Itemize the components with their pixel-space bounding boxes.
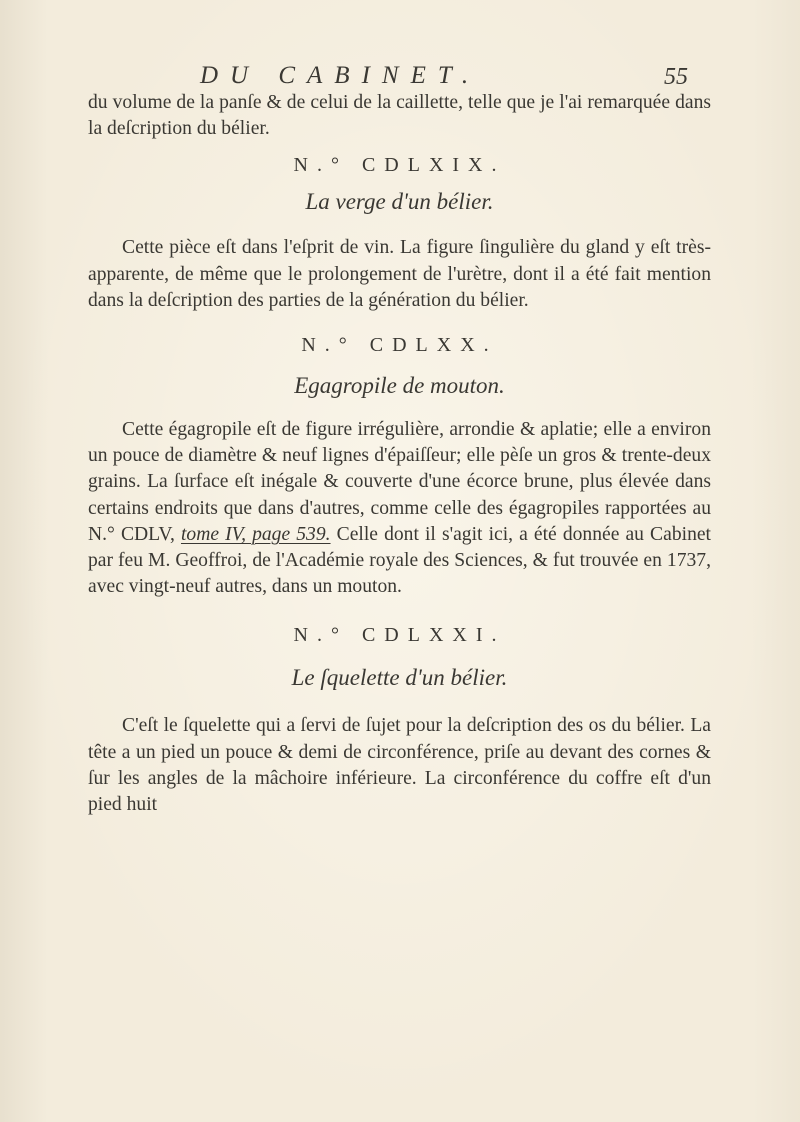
entry-body-470 (88, 417, 711, 600)
intro-paragraph: du volume de la panſe & de celui de la caillette, telle que je l'ai remarquée dans la deſcription du bélier. (88, 92, 711, 140)
entry-heading-471: Le ſquelette d'un bélier. (291, 665, 508, 691)
entry-number-469: N.° CDLXIX. (293, 154, 506, 177)
entry-heading-469: La verge d'un bélier. (305, 189, 494, 215)
entry-body-471: C'eſt le ſquelette qui a ſervi de ſujet pour la deſcription des os du bélier. La tête a un pied un pouce & demi de circonférence, priſe au devant des cornes & ſur les angles de la mâchoire inférieure. La circonférence du coffre eſt d'un pied huit (88, 715, 711, 816)
entry-heading-470: Egagropile de mouton. (294, 373, 505, 399)
running-head (0, 62, 800, 92)
running-title: DU CABINET. (200, 62, 481, 89)
entry-number-471: N.° CDLXXI. (293, 624, 506, 647)
page-number: 55 (664, 64, 688, 90)
text-block (88, 90, 711, 818)
entry-body-470-part1: Cette égagropile eſt de figure irrégulière, arrondie & aplatie; elle a environ un pouce de diamètre & neuf lignes d'épaiſſeur; elle pèſe un gros & trente-deux grains. La ſurface eſt inégale & couverte d'une écorce brune, plus élevée dans certains endroits que dans d'autres, comme celle des égagropiles rapportées au N.° CDLV, (88, 419, 711, 545)
entry-body-470-part2: Celle dont il s'agit ici, a été donnée au Cabinet par feu M. Geoffroi, de l'Académie royale des Sciences, & fut trouvée en 1737, avec vingt-neuf autres, dans un mouton. (88, 523, 712, 598)
entry-body-469: Cette pièce eſt dans l'eſprit de vin. La figure ſingulière du gland y eſt très-apparente, de même que le prolongement de l'urètre, dont il a été fait mention dans la deſcription des parties de la génération du bélier. (88, 237, 711, 311)
entry-number-470: N.° CDLXX. (301, 334, 498, 357)
volume-reference: tome IV, page 539. (180, 523, 331, 545)
